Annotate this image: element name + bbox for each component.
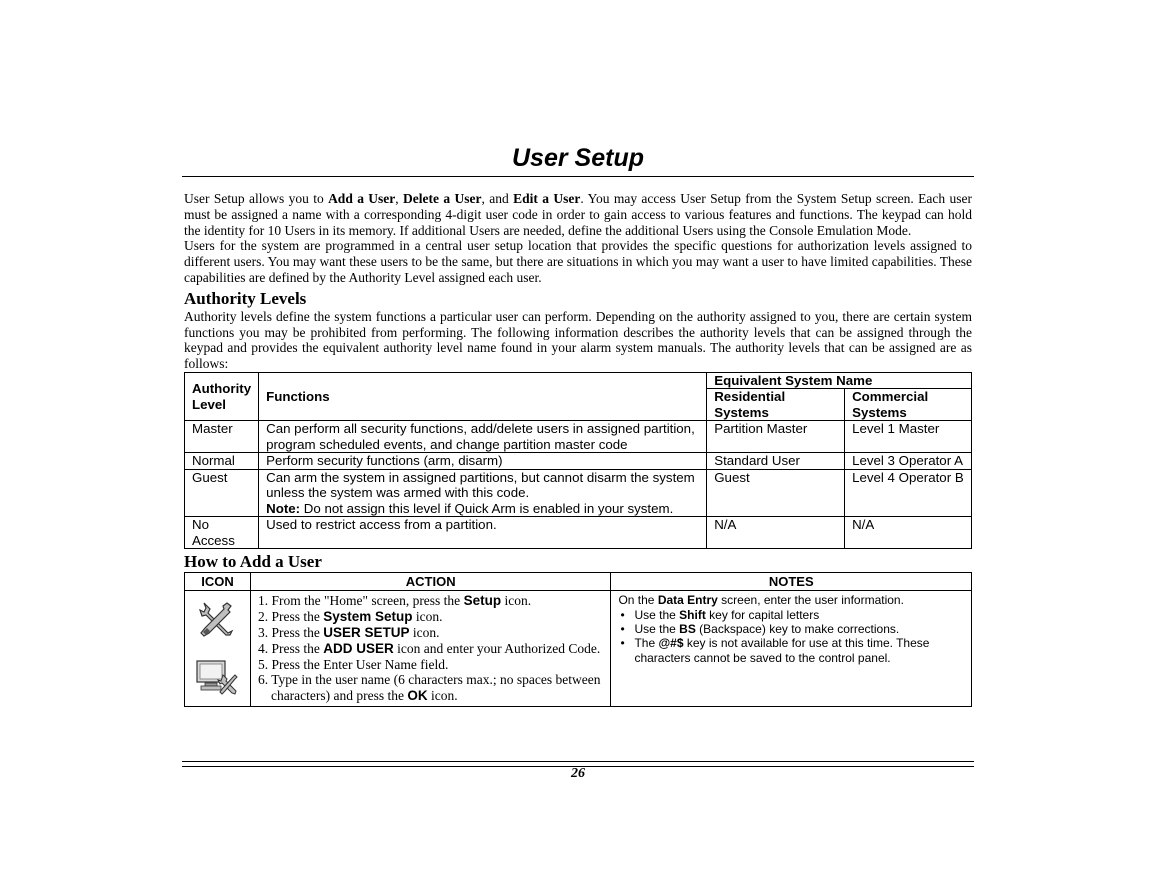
authority-levels-table [184, 372, 972, 550]
users-paragraph: Users for the system are programmed in a central user setup location that provides the specific questions for authorization levels assigned to different users. You may want these users to be the same, but there are situations in which you may want a user to have limited capabilities. These capabilities are defined by the Authority Level assigned each user. [184, 238, 972, 285]
step-text: 1. From the "Home" screen, press the [257, 593, 464, 609]
header-icon: ICON [185, 573, 251, 591]
note-text: Use the [634, 607, 680, 622]
step-item [258, 625, 605, 641]
intro-paragraph [184, 191, 972, 238]
add-user-label: ADD USER [323, 640, 394, 656]
ok-label: OK [407, 688, 428, 704]
header-notes: NOTES [611, 573, 972, 591]
step-item [258, 641, 605, 657]
functions-cell: Perform security functions (arm, disarm) [259, 453, 707, 470]
step-text: icon. [501, 593, 532, 609]
note-text: key is not available for use at this time. These characters cannot be saved to the control panel. [634, 636, 930, 665]
page-title: User Setup [512, 144, 644, 172]
action-steps [258, 593, 605, 704]
commercial-cell: Level 3 Operator A [845, 453, 972, 470]
intro-text: User Setup allows you to [184, 191, 329, 206]
step-text: 6. Type in the user name (6 characters max.; no spaces between characters) and press the [257, 672, 601, 704]
table-row [185, 421, 972, 453]
user-setup-label: USER SETUP [323, 625, 410, 641]
note-item [632, 622, 964, 636]
table-row [185, 469, 972, 517]
level-cell: Normal [185, 453, 259, 470]
notes-intro [618, 593, 964, 607]
system-setup-label: System Setup [323, 609, 413, 625]
step-text: 3. Press the [257, 625, 324, 641]
page-body [184, 191, 972, 707]
setup-label: Setup [463, 593, 502, 609]
residential-cell: Standard User [707, 453, 845, 470]
header-equivalent-system-name: Equivalent System Name [707, 372, 972, 389]
step-item: 5. Press the Enter User Name field. [257, 656, 449, 672]
functions-cell: Used to restrict access from a partition. [259, 517, 707, 549]
commercial-cell: N/A [845, 517, 972, 549]
note-text: (Backspace) key to make corrections. [695, 622, 900, 637]
note-item [632, 636, 964, 665]
residential-cell: Partition Master [707, 421, 845, 453]
tools-icon [197, 599, 237, 639]
bs-key-label: BS [679, 622, 696, 637]
data-entry-label: Data Entry [657, 593, 718, 608]
note-text: Do not assign this level if Quick Arm is enabled in your system. [300, 500, 674, 516]
table-header-row [185, 372, 972, 389]
header-action: ACTION [250, 573, 611, 591]
shift-key-label: Shift [679, 607, 706, 622]
functions-text: Can arm the system in assigned partitions, but cannot disarm the system unless the system was armed with this code. [266, 469, 695, 501]
step-item [258, 609, 605, 625]
note-text: Use the [634, 622, 680, 637]
commercial-cell: Level 1 Master [845, 421, 972, 453]
icon-cell [185, 591, 251, 707]
level-cell: Guest [185, 469, 259, 517]
action-cell [250, 591, 611, 707]
table-row [185, 591, 972, 707]
residential-cell: Guest [707, 469, 845, 517]
step-text: 2. Press the [257, 609, 324, 625]
monitor-tools-icon [195, 657, 239, 697]
functions-cell: Can perform all security functions, add/delete users in assigned partition, program scheduled events, and change partition master code [259, 421, 707, 453]
intro-text: , [395, 191, 404, 206]
residential-cell: N/A [707, 517, 845, 549]
note-text: screen, enter the user information. [717, 593, 904, 608]
intro-text: , and [481, 191, 514, 206]
header-residential: Residential Systems [707, 389, 845, 421]
note-text: The [634, 636, 659, 651]
authority-levels-heading: Authority Levels [184, 288, 307, 308]
step-text: icon. [427, 688, 458, 704]
notes-cell [611, 591, 972, 707]
table-row [185, 453, 972, 470]
add-user-table [184, 572, 972, 707]
note-label: Note: [266, 500, 301, 516]
level-cell: Master [185, 421, 259, 453]
level-cell: No Access [185, 517, 259, 549]
delete-user-term: Delete a User [403, 191, 482, 206]
step-item [258, 672, 605, 704]
note-item [632, 608, 964, 622]
intro-text: . You may access User Setup from the System Setup screen. Each user must be assigned a name with a corresponding 4-digit user code in order to gain access to various features and functions. The keypad can hold the identity for 10 Users in its memory. If additional Users are needed, define the additional Users using the Console Emulation Mode. [184, 191, 972, 238]
step-text: icon. [409, 625, 440, 641]
note-text: key for capital letters [705, 607, 820, 622]
header-authority-level: Authority Level [185, 372, 259, 421]
functions-cell [259, 469, 707, 517]
step-text: icon and enter your Authorized Code. [393, 640, 601, 656]
table-header-row [185, 573, 972, 591]
page-header [182, 140, 974, 177]
header-commercial: Commercial Systems [845, 389, 972, 421]
step-text: icon. [412, 609, 443, 625]
edit-user-term: Edit a User [513, 191, 581, 206]
page-number: 26 [571, 766, 585, 781]
step-item [258, 593, 605, 609]
notes-list [618, 608, 964, 665]
header-functions: Functions [259, 372, 707, 421]
authority-paragraph: Authority levels define the system functions a particular user can perform. Depending on the authority assigned to you, there are certain system functions you may be prohibited from performing. The following information describes the authority levels that can be assigned through the keypad and provides the equivalent authority level name found in your alarm system manuals. The authority levels that can be assigned are as follows: [184, 308, 972, 372]
step-text: 4. Press the [257, 640, 324, 656]
how-to-add-user-heading: How to Add a User [184, 552, 322, 572]
add-user-term: Add a User [328, 191, 396, 206]
commercial-cell: Level 4 Operator B [845, 469, 972, 517]
table-row [185, 517, 972, 549]
note-text: On the [618, 593, 658, 608]
symbol-key-label: @#$ [658, 636, 684, 651]
